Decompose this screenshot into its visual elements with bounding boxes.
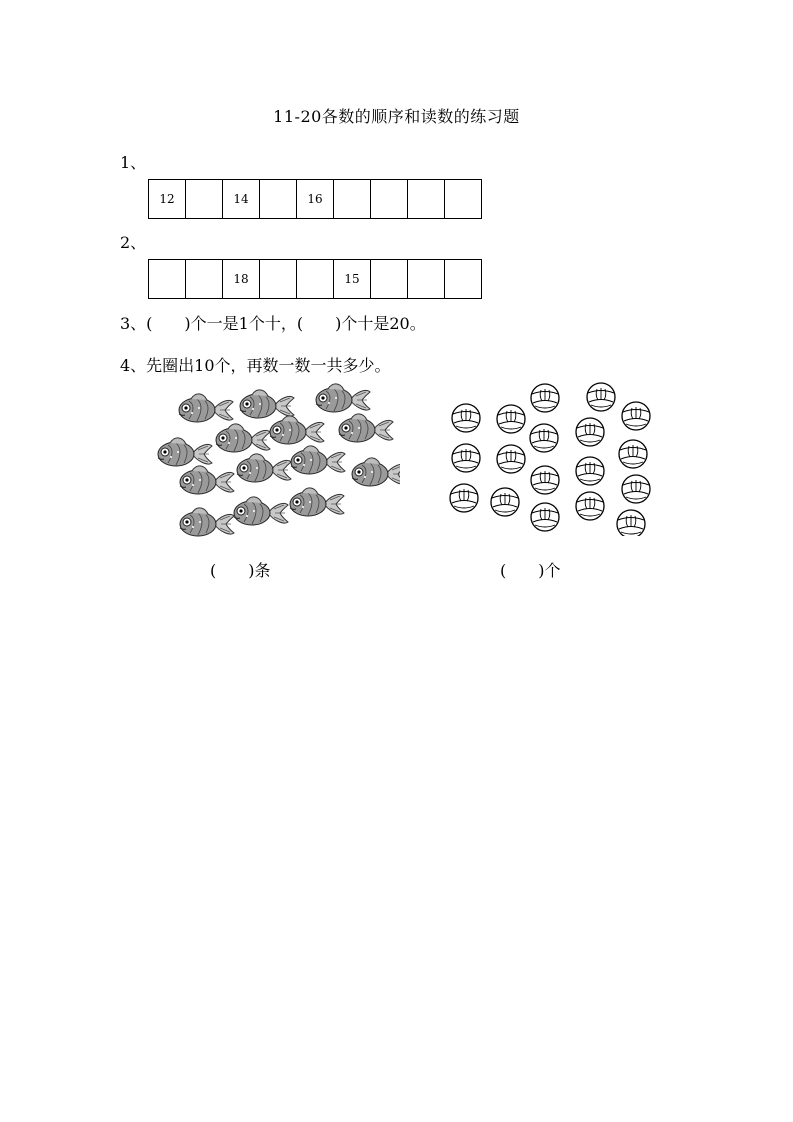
volleyball-icon xyxy=(450,484,478,512)
grid-cell[interactable] xyxy=(297,260,334,298)
volleyball-icon xyxy=(452,444,480,472)
volleyball-icon xyxy=(531,466,559,494)
volleyball-icon xyxy=(617,510,645,536)
grid-cell[interactable] xyxy=(445,180,482,218)
fish-icon xyxy=(237,454,291,482)
fish-icon xyxy=(234,497,288,525)
volleyball-icon xyxy=(622,475,650,503)
volleyball-icon xyxy=(619,440,647,468)
grid-cell[interactable] xyxy=(260,260,297,298)
question-2-label: 2、 xyxy=(120,233,147,252)
fish-icon xyxy=(352,458,400,486)
grid-cell[interactable] xyxy=(408,260,445,298)
fish-icon xyxy=(291,446,345,474)
fish-icon xyxy=(180,508,234,536)
grid-cell[interactable]: 18 xyxy=(223,260,260,298)
fish-icon xyxy=(216,424,270,452)
volleyball-icon xyxy=(622,402,650,430)
grid-cell[interactable] xyxy=(186,260,223,298)
volleyball-icon xyxy=(576,492,604,520)
question-1-label: 1、 xyxy=(120,153,147,172)
grid-cell[interactable]: 16 xyxy=(297,180,334,218)
grid-cell[interactable] xyxy=(260,180,297,218)
fish-icon xyxy=(339,414,393,442)
number-sequence-grid-1 xyxy=(148,179,482,219)
fish-icon xyxy=(179,394,233,422)
fish-icon xyxy=(158,438,212,466)
grid-cell[interactable] xyxy=(371,260,408,298)
grid-cell[interactable] xyxy=(371,180,408,218)
ball-count-answer[interactable]: ( )个 xyxy=(500,561,561,580)
volleyball-icon xyxy=(530,424,558,452)
fish-count-answer[interactable]: ( )条 xyxy=(210,561,271,580)
grid-cell[interactable] xyxy=(149,260,186,298)
grid-cell[interactable] xyxy=(186,180,223,218)
fish-icon xyxy=(316,384,370,412)
volleyball-icon xyxy=(587,383,615,411)
question-4-text: 4、先圈出10个，再数一数一共多少。 xyxy=(120,356,391,375)
volleyball-group-illustration xyxy=(440,376,665,536)
fish-icon xyxy=(240,390,294,418)
volleyball-icon xyxy=(497,405,525,433)
fish-icon xyxy=(270,416,324,444)
volleyball-icon xyxy=(452,404,480,432)
grid-cell[interactable]: 12 xyxy=(149,180,186,218)
question-3-text: 3、( )个一是1个十，( )个十是20。 xyxy=(120,314,426,333)
page-title: 11-20各数的顺序和读数的练习题 xyxy=(273,107,520,126)
volleyball-icon xyxy=(576,418,604,446)
grid-cell[interactable] xyxy=(408,180,445,218)
number-sequence-grid-2 xyxy=(148,259,482,299)
volleyball-icon xyxy=(531,503,559,531)
grid-cell[interactable] xyxy=(445,260,482,298)
fish-group-illustration xyxy=(150,382,400,547)
grid-cell[interactable]: 15 xyxy=(334,260,371,298)
fish-icon xyxy=(290,488,344,516)
fish-icon xyxy=(180,466,234,494)
grid-cell[interactable]: 14 xyxy=(223,180,260,218)
volleyball-icon xyxy=(491,488,519,516)
volleyball-icon xyxy=(497,445,525,473)
grid-cell[interactable] xyxy=(334,180,371,218)
volleyball-icon xyxy=(576,457,604,485)
volleyball-icon xyxy=(531,384,559,412)
